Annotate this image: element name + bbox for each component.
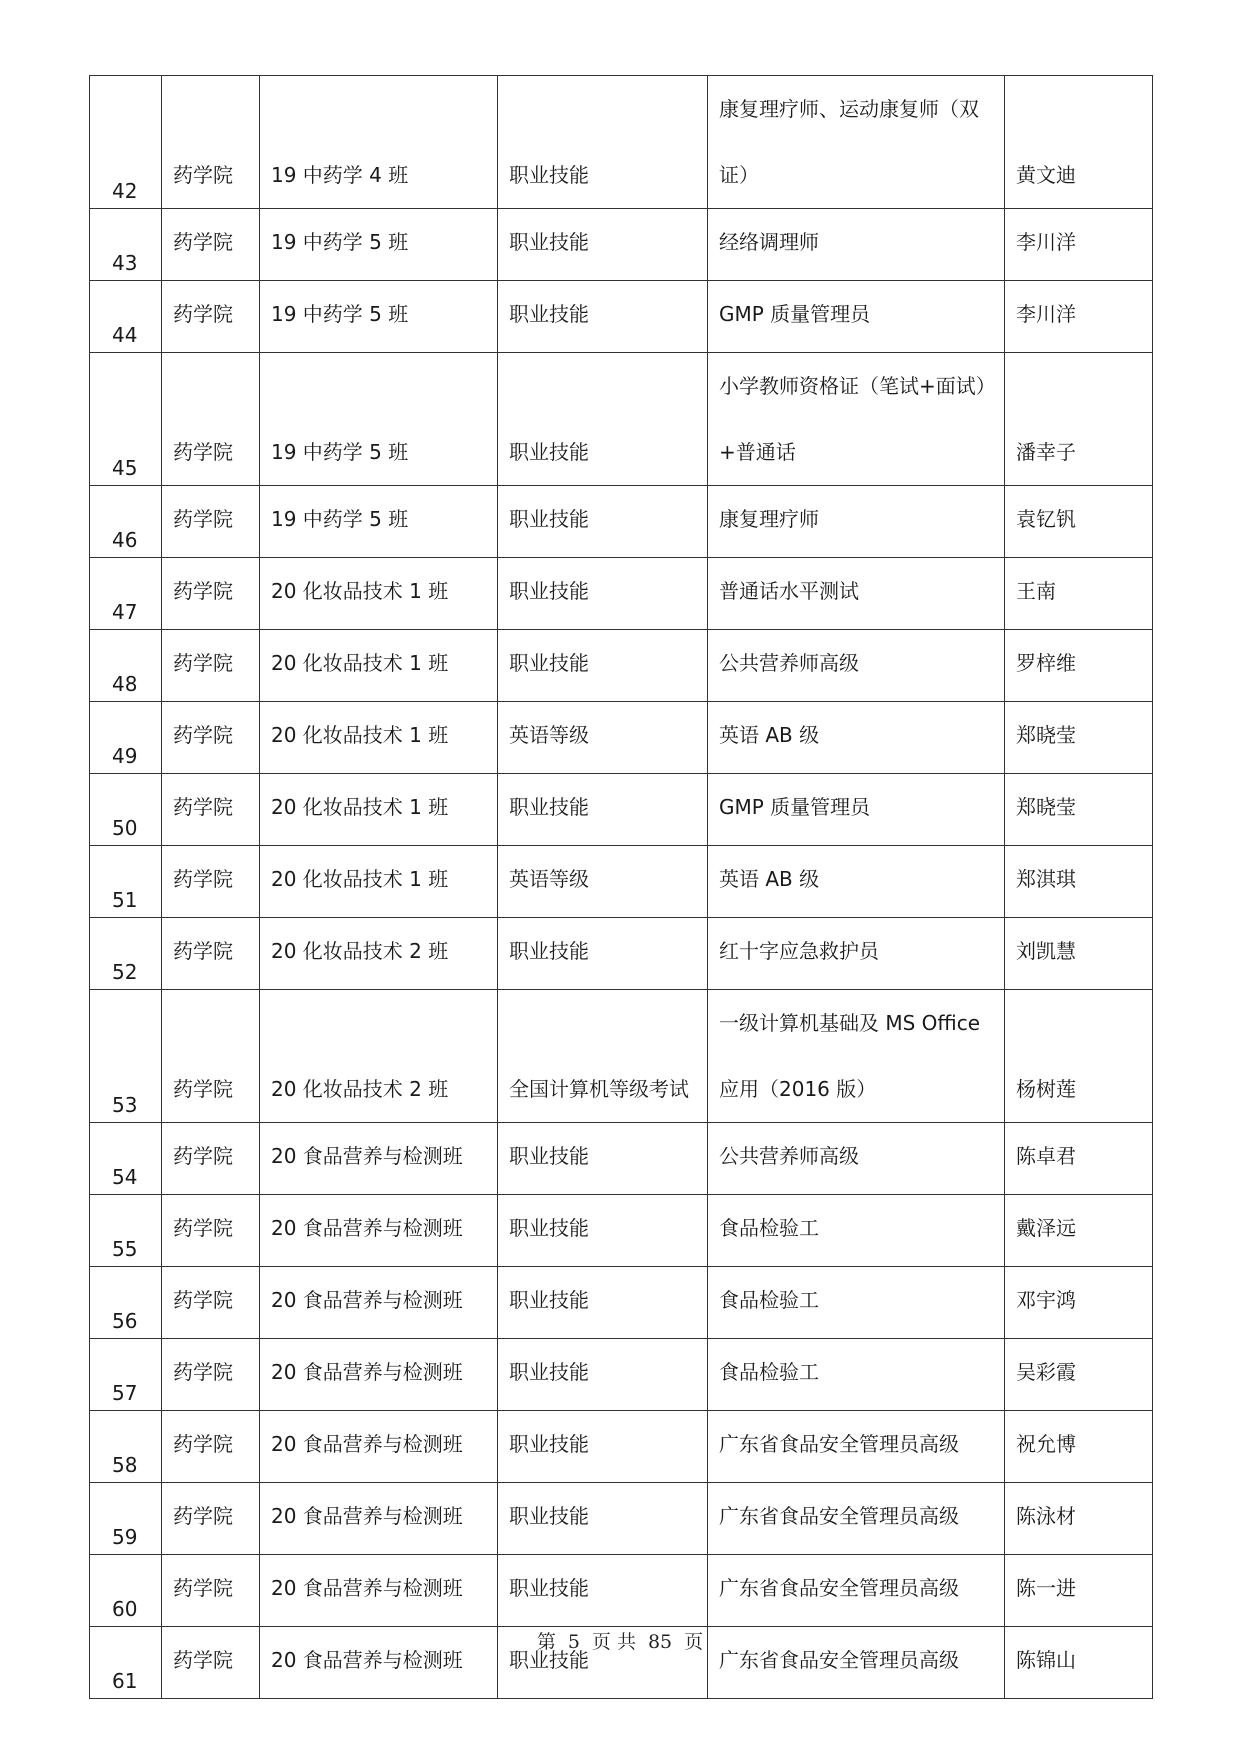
table-row <box>90 353 1153 486</box>
certificate-cell: 英语 AB 级 <box>708 846 1005 918</box>
row-number: 50 <box>90 774 162 846</box>
category-cell: 职业技能 <box>498 774 708 846</box>
student-name-cell: 杨树莲 <box>1005 990 1153 1123</box>
row-number: 45 <box>90 353 162 486</box>
class-cell: 20 化妆品技术 1 班 <box>260 774 498 846</box>
class-cell: 19 中药学 4 班 <box>260 76 498 209</box>
certificate-text: 小学教师资格证（笔试+面试）+普通话 <box>719 374 996 464</box>
college-cell: 药学院 <box>162 486 260 558</box>
table-row <box>90 1195 1153 1267</box>
category-cell: 职业技能 <box>498 486 708 558</box>
certificate-table <box>89 75 1153 1699</box>
college-cell: 药学院 <box>162 76 260 209</box>
row-number: 61 <box>90 1627 162 1699</box>
certificate-text: 康复理疗师、运动康复师（双证） <box>719 97 979 187</box>
college-cell: 药学院 <box>162 774 260 846</box>
row-number: 59 <box>90 1483 162 1555</box>
certificate-cell <box>708 990 1005 1123</box>
table-row <box>90 1339 1153 1411</box>
row-number: 46 <box>90 486 162 558</box>
college-cell: 药学院 <box>162 1195 260 1267</box>
category-cell: 英语等级 <box>498 846 708 918</box>
college-cell: 药学院 <box>162 846 260 918</box>
student-name-cell: 郑晓莹 <box>1005 702 1153 774</box>
table-row <box>90 486 1153 558</box>
student-name-cell: 陈卓君 <box>1005 1123 1153 1195</box>
table-row <box>90 918 1153 990</box>
class-cell: 20 食品营养与检测班 <box>260 1339 498 1411</box>
footer-total-pages: 85 <box>647 1631 673 1653</box>
class-cell: 20 食品营养与检测班 <box>260 1627 498 1699</box>
certificate-cell: 康复理疗师 <box>708 486 1005 558</box>
category-cell: 职业技能 <box>498 558 708 630</box>
class-cell: 19 中药学 5 班 <box>260 486 498 558</box>
college-cell: 药学院 <box>162 209 260 281</box>
class-cell: 20 食品营养与检测班 <box>260 1411 498 1483</box>
class-cell: 20 化妆品技术 1 班 <box>260 846 498 918</box>
table-row <box>90 1483 1153 1555</box>
row-number: 58 <box>90 1411 162 1483</box>
certificate-cell: 公共营养师高级 <box>708 1123 1005 1195</box>
class-cell: 20 食品营养与检测班 <box>260 1555 498 1627</box>
row-number: 51 <box>90 846 162 918</box>
row-number: 44 <box>90 281 162 353</box>
category-cell: 职业技能 <box>498 281 708 353</box>
certificate-cell: 普通话水平测试 <box>708 558 1005 630</box>
footer-prefix: 第 <box>536 1631 556 1653</box>
table-row <box>90 1267 1153 1339</box>
row-number: 57 <box>90 1339 162 1411</box>
college-cell: 药学院 <box>162 630 260 702</box>
row-number: 49 <box>90 702 162 774</box>
college-cell: 药学院 <box>162 990 260 1123</box>
table-row <box>90 1123 1153 1195</box>
category-cell: 职业技能 <box>498 630 708 702</box>
student-name-cell: 陈一进 <box>1005 1555 1153 1627</box>
class-cell: 20 化妆品技术 2 班 <box>260 918 498 990</box>
student-name-cell: 李川洋 <box>1005 281 1153 353</box>
category-cell: 职业技能 <box>498 76 708 209</box>
certificate-cell: 食品检验工 <box>708 1339 1005 1411</box>
class-cell: 20 食品营养与检测班 <box>260 1267 498 1339</box>
certificate-cell: GMP 质量管理员 <box>708 281 1005 353</box>
table-row <box>90 1555 1153 1627</box>
certificate-cell: 广东省食品安全管理员高级 <box>708 1555 1005 1627</box>
certificate-cell: 公共营养师高级 <box>708 630 1005 702</box>
category-cell: 职业技能 <box>498 918 708 990</box>
table-row <box>90 1411 1153 1483</box>
table-row <box>90 630 1153 702</box>
row-number: 53 <box>90 990 162 1123</box>
student-name-cell: 郑淇琪 <box>1005 846 1153 918</box>
college-cell: 药学院 <box>162 281 260 353</box>
category-cell: 职业技能 <box>498 1555 708 1627</box>
student-name-cell: 邓宇鸿 <box>1005 1267 1153 1339</box>
student-name-cell: 袁钇钒 <box>1005 486 1153 558</box>
category-cell: 职业技能 <box>498 1195 708 1267</box>
college-cell: 药学院 <box>162 558 260 630</box>
student-name-cell: 李川洋 <box>1005 209 1153 281</box>
footer-page-number: 5 <box>567 1631 580 1653</box>
certificate-cell: 广东省食品安全管理员高级 <box>708 1411 1005 1483</box>
certificate-cell <box>708 353 1005 486</box>
student-name-cell: 郑晓莹 <box>1005 774 1153 846</box>
class-cell: 20 化妆品技术 1 班 <box>260 702 498 774</box>
class-cell: 19 中药学 5 班 <box>260 281 498 353</box>
category-cell: 职业技能 <box>498 1267 708 1339</box>
college-cell: 药学院 <box>162 1339 260 1411</box>
row-number: 55 <box>90 1195 162 1267</box>
class-cell: 20 化妆品技术 1 班 <box>260 558 498 630</box>
table-row <box>90 209 1153 281</box>
certificate-cell: 食品检验工 <box>708 1267 1005 1339</box>
certificate-cell: 食品检验工 <box>708 1195 1005 1267</box>
student-name-cell: 罗梓维 <box>1005 630 1153 702</box>
college-cell: 药学院 <box>162 1123 260 1195</box>
category-cell: 职业技能 <box>498 1627 708 1699</box>
footer-suffix: 页 <box>684 1631 704 1653</box>
category-cell: 职业技能 <box>498 1123 708 1195</box>
class-cell: 19 中药学 5 班 <box>260 353 498 486</box>
category-cell: 职业技能 <box>498 353 708 486</box>
student-name-cell: 潘幸子 <box>1005 353 1153 486</box>
table-row <box>90 281 1153 353</box>
class-cell: 20 食品营养与检测班 <box>260 1483 498 1555</box>
page-footer <box>0 1627 1240 1654</box>
category-cell: 职业技能 <box>498 209 708 281</box>
category-cell: 职业技能 <box>498 1339 708 1411</box>
class-cell: 20 食品营养与检测班 <box>260 1123 498 1195</box>
certificate-cell: 经络调理师 <box>708 209 1005 281</box>
college-cell: 药学院 <box>162 1483 260 1555</box>
certificate-cell: 英语 AB 级 <box>708 702 1005 774</box>
table-row <box>90 774 1153 846</box>
row-number: 43 <box>90 209 162 281</box>
student-name-cell: 祝允博 <box>1005 1411 1153 1483</box>
certificate-cell: GMP 质量管理员 <box>708 774 1005 846</box>
footer-mid: 页 共 <box>591 1631 636 1653</box>
certificate-text: 一级计算机基础及 MS Office 应用（2016 版） <box>719 1011 981 1101</box>
student-name-cell: 吴彩霞 <box>1005 1339 1153 1411</box>
table-row <box>90 558 1153 630</box>
student-name-cell: 戴泽远 <box>1005 1195 1153 1267</box>
row-number: 47 <box>90 558 162 630</box>
row-number: 56 <box>90 1267 162 1339</box>
row-number: 42 <box>90 76 162 209</box>
category-cell: 职业技能 <box>498 1411 708 1483</box>
student-name-cell: 陈锦山 <box>1005 1627 1153 1699</box>
class-cell: 20 化妆品技术 1 班 <box>260 630 498 702</box>
class-cell: 20 食品营养与检测班 <box>260 1195 498 1267</box>
certificate-cell <box>708 76 1005 209</box>
college-cell: 药学院 <box>162 353 260 486</box>
student-name-cell: 黄文迪 <box>1005 76 1153 209</box>
college-cell: 药学院 <box>162 702 260 774</box>
college-cell: 药学院 <box>162 1555 260 1627</box>
certificate-cell: 红十字应急救护员 <box>708 918 1005 990</box>
college-cell: 药学院 <box>162 1411 260 1483</box>
certificate-cell: 广东省食品安全管理员高级 <box>708 1483 1005 1555</box>
student-name-cell: 陈泳材 <box>1005 1483 1153 1555</box>
row-number: 54 <box>90 1123 162 1195</box>
row-number: 52 <box>90 918 162 990</box>
table-row <box>90 846 1153 918</box>
category-cell: 职业技能 <box>498 1483 708 1555</box>
college-cell: 药学院 <box>162 918 260 990</box>
category-cell: 英语等级 <box>498 702 708 774</box>
table-row <box>90 76 1153 209</box>
college-cell: 药学院 <box>162 1267 260 1339</box>
student-name-cell: 王南 <box>1005 558 1153 630</box>
table-row <box>90 990 1153 1123</box>
category-cell: 全国计算机等级考试 <box>498 990 708 1123</box>
row-number: 60 <box>90 1555 162 1627</box>
table-row <box>90 702 1153 774</box>
college-cell: 药学院 <box>162 1627 260 1699</box>
class-cell: 19 中药学 5 班 <box>260 209 498 281</box>
class-cell: 20 化妆品技术 2 班 <box>260 990 498 1123</box>
certificate-cell: 广东省食品安全管理员高级 <box>708 1627 1005 1699</box>
row-number: 48 <box>90 630 162 702</box>
table-body <box>90 76 1153 1699</box>
student-name-cell: 刘凯慧 <box>1005 918 1153 990</box>
